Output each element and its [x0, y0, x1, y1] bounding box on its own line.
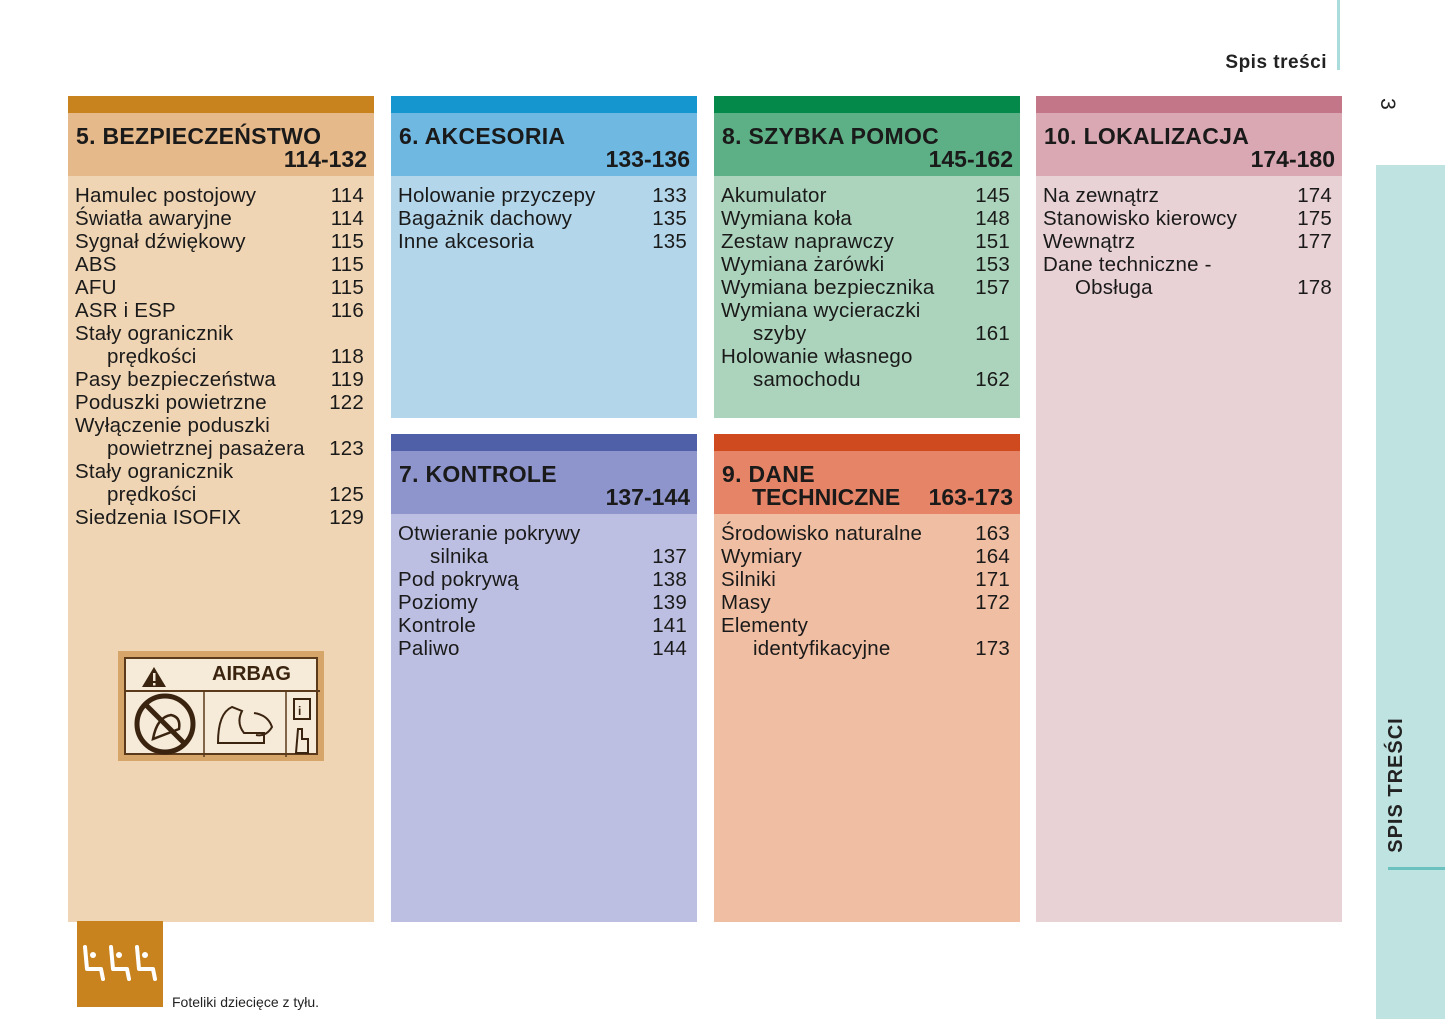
- toc-entry-page: 172: [975, 591, 1010, 614]
- toc-entry[interactable]: [75, 207, 364, 230]
- section-color-bar: [391, 434, 697, 451]
- toc-entry-label: Pod pokrywą: [398, 568, 519, 591]
- toc-entry-label: Pasy bezpieczeństwa: [75, 368, 276, 391]
- toc-entry-label: Masy: [721, 591, 771, 614]
- toc-entry-label: Holowanie przyczepy: [398, 184, 596, 207]
- toc-entry[interactable]: [398, 637, 687, 660]
- toc-entry-page: 114: [330, 207, 364, 230]
- toc-entry-label: Na zewnątrz: [1043, 184, 1160, 207]
- toc-entry[interactable]: [721, 230, 1010, 253]
- toc-entry-label: Siedzenia ISOFIX: [75, 506, 242, 529]
- toc-entry-label: Stanowisko kierowcy: [1043, 207, 1238, 230]
- toc-entry[interactable]: [721, 568, 1010, 591]
- section-szybka-pomoc: [714, 96, 1020, 418]
- toc-entry[interactable]: [721, 522, 1010, 545]
- toc-entry-label: Środowisko naturalne: [721, 522, 923, 545]
- section-page-range: 133-136: [605, 146, 690, 172]
- airbag-label-text: AIRBAG: [212, 663, 291, 685]
- section-page-range: 163-173: [928, 484, 1013, 510]
- toc-entry-label: Hamulec postojowy: [75, 184, 257, 207]
- section-title: 7. KONTROLE: [399, 461, 557, 487]
- section-header[interactable]: [1036, 113, 1342, 176]
- toc-entry-page: 175: [1297, 207, 1332, 230]
- toc-entry-label-continued: powietrznej pasażera: [107, 437, 305, 460]
- section-kontrole: [391, 434, 697, 922]
- toc-entry[interactable]: [75, 253, 364, 276]
- section-body: [1036, 176, 1342, 922]
- section-title: 8. SZYBKA POMOC: [722, 123, 940, 149]
- airbag-warning-label: [118, 651, 324, 761]
- toc-entry-label: Inne akcesoria: [398, 230, 535, 253]
- toc-entry-page: 122: [329, 391, 364, 414]
- toc-entry-page: 115: [330, 253, 364, 276]
- toc-entry[interactable]: [1043, 230, 1332, 253]
- child-seats-caption: Foteliki dziecięce z tyłu.: [172, 994, 320, 1010]
- toc-entry-label: Wymiana koła: [721, 207, 852, 230]
- toc-entry-label: Sygnał dźwiękowy: [75, 230, 246, 253]
- toc-entry-label-continued: silnika: [430, 545, 489, 568]
- toc-entry-label-continued: prędkości: [107, 483, 197, 506]
- toc-entry-label-continued: prędkości: [107, 345, 197, 368]
- toc-entry[interactable]: [75, 391, 364, 414]
- section-header[interactable]: [714, 451, 1020, 514]
- toc-entry[interactable]: [1043, 207, 1332, 230]
- toc-entry-label: Wyłączenie poduszki: [75, 414, 271, 437]
- toc-entry-label: Otwieranie pokrywy: [398, 522, 581, 545]
- toc-entry-label: Wymiana wycieraczki: [721, 299, 921, 322]
- page-number: 3: [1376, 98, 1399, 110]
- toc-entry-label-continued: identyfikacyjne: [753, 637, 891, 660]
- toc-entry-page: 138: [652, 568, 687, 591]
- toc-entry-page: 153: [975, 253, 1010, 276]
- section-header[interactable]: [391, 113, 697, 176]
- toc-entry[interactable]: [721, 184, 1010, 207]
- toc-entry-page: 163: [975, 522, 1010, 545]
- section-page-range: 137-144: [605, 484, 690, 510]
- toc-entry-label: Stały ogranicznik: [75, 322, 234, 345]
- toc-entry[interactable]: [721, 614, 1010, 660]
- toc-entry-page: 157: [975, 276, 1010, 299]
- section-title-line2: TECHNICZNE: [752, 484, 901, 510]
- toc-entry[interactable]: [1043, 184, 1332, 207]
- toc-entry-label: Poduszki powietrzne: [75, 391, 267, 414]
- section-page-range: 174-180: [1250, 146, 1335, 172]
- toc-list: [75, 184, 364, 529]
- section-color-bar: [1036, 96, 1342, 113]
- toc-entry[interactable]: [398, 184, 687, 207]
- toc-entry[interactable]: [75, 322, 364, 368]
- section-color-bar: [714, 96, 1020, 113]
- toc-entry[interactable]: [75, 184, 364, 207]
- section-title: 10. LOKALIZACJA: [1044, 123, 1250, 149]
- toc-entry-page: 115: [330, 230, 364, 253]
- toc-list: [398, 184, 687, 253]
- section-header[interactable]: [391, 451, 697, 514]
- toc-entry-page: 135: [652, 230, 687, 253]
- toc-entry[interactable]: [75, 299, 364, 322]
- toc-entry-label: AFU: [75, 276, 117, 299]
- toc-entry-page: 119: [330, 368, 364, 391]
- toc-entry[interactable]: [721, 345, 1010, 391]
- section-body: [714, 176, 1020, 418]
- toc-entry[interactable]: [721, 545, 1010, 568]
- toc-list: [721, 522, 1010, 660]
- section-lokalizacja: [1036, 96, 1342, 922]
- toc-entry-label: Paliwo: [398, 637, 460, 660]
- toc-entry-label: Światła awaryjne: [75, 207, 233, 230]
- toc-entry[interactable]: [721, 299, 1010, 345]
- toc-entry-label: Wymiary: [721, 545, 802, 568]
- toc-entry-label: ASR i ESP: [75, 299, 176, 322]
- section-header[interactable]: [68, 113, 374, 176]
- toc-entry-page: 161: [975, 322, 1010, 345]
- section-body: [714, 514, 1020, 922]
- toc-entry-label: Wymiana bezpiecznika: [721, 276, 935, 299]
- section-header[interactable]: [714, 113, 1020, 176]
- toc-entry-label: Kontrole: [398, 614, 476, 637]
- side-tab-label: SPIS TREŚCI: [1385, 717, 1407, 853]
- toc-entry-page: 125: [329, 483, 364, 506]
- section-color-bar: [714, 434, 1020, 451]
- section-akcesoria: [391, 96, 697, 418]
- side-tab[interactable]: [1376, 165, 1445, 1019]
- page-title: Spis treści: [1225, 52, 1327, 73]
- section-body: [391, 176, 697, 418]
- section-page-range: 114-132: [283, 146, 367, 172]
- section-body: [391, 514, 697, 922]
- toc-entry-label: Akumulator: [721, 184, 827, 207]
- toc-entry[interactable]: [75, 506, 364, 529]
- toc-list: [398, 522, 687, 660]
- toc-entry[interactable]: [721, 253, 1010, 276]
- header-divider: [1337, 0, 1340, 70]
- toc-entry-page: 115: [330, 276, 364, 299]
- toc-entry-label: Wymiana żarówki: [721, 253, 885, 276]
- toc-entry[interactable]: [75, 414, 364, 460]
- toc-entry-page: 173: [975, 637, 1010, 660]
- toc-list: [1043, 184, 1332, 299]
- section-title: 6. AKCESORIA: [399, 123, 566, 149]
- toc-entry[interactable]: [75, 368, 364, 391]
- toc-entry-page: 123: [329, 437, 364, 460]
- toc-entry[interactable]: [75, 460, 364, 506]
- toc-entry[interactable]: [1043, 253, 1332, 299]
- toc-entry-label: ABS: [75, 253, 117, 276]
- side-tab-marker: [1388, 867, 1445, 870]
- toc-entry-page: 151: [975, 230, 1010, 253]
- toc-entry-page: 118: [330, 345, 364, 368]
- toc-entry-page: 141: [652, 614, 687, 637]
- toc-entry-page: 144: [652, 637, 687, 660]
- section-page-range: 145-162: [928, 146, 1013, 172]
- toc-entry-label: Zestaw naprawczy: [721, 230, 894, 253]
- toc-entry[interactable]: [75, 276, 364, 299]
- toc-entry-page: 164: [975, 545, 1010, 568]
- toc-entry[interactable]: [398, 568, 687, 591]
- toc-entry-label: Stały ogranicznik: [75, 460, 234, 483]
- toc-entry-page: 114: [330, 184, 364, 207]
- svg-text:i: i: [298, 704, 302, 718]
- section-title: 5. BEZPIECZEŃSTWO: [76, 123, 322, 149]
- toc-entry[interactable]: [398, 614, 687, 637]
- toc-entry[interactable]: [398, 230, 687, 253]
- toc-list: [721, 184, 1010, 391]
- toc-entry-page: 116: [330, 299, 364, 322]
- toc-entry[interactable]: [398, 591, 687, 614]
- toc-entry-page: 148: [975, 207, 1010, 230]
- toc-entry-label: Silniki: [721, 568, 776, 591]
- toc-entry-page: 137: [652, 545, 687, 568]
- toc-entry[interactable]: [721, 591, 1010, 614]
- toc-entry-label-continued: Obsługa: [1075, 276, 1153, 299]
- toc-entry-label-continued: szyby: [753, 322, 807, 345]
- section-dane-techniczne: [714, 434, 1020, 922]
- toc-entry-page: 162: [975, 368, 1010, 391]
- toc-entry-page: 145: [975, 184, 1010, 207]
- toc-entry-page: 171: [975, 568, 1010, 591]
- section-bezpieczenstwo: [68, 96, 374, 1010]
- section-color-bar: [68, 96, 374, 113]
- toc-entry-page: 178: [1297, 276, 1332, 299]
- toc-entry-label-continued: samochodu: [753, 368, 861, 391]
- section-color-bar: [391, 96, 697, 113]
- toc-entry[interactable]: [721, 207, 1010, 230]
- toc-entry-page: 174: [1297, 184, 1332, 207]
- toc-entry-page: 139: [652, 591, 687, 614]
- toc-entry-label: Wewnątrz: [1043, 230, 1136, 253]
- toc-entry-label: Holowanie własnego: [721, 345, 913, 368]
- section-body: [68, 176, 374, 1010]
- toc-entry-page: 129: [329, 506, 364, 529]
- toc-entry-page: 133: [652, 184, 687, 207]
- toc-entry-label: Dane techniczne -: [1043, 253, 1212, 276]
- toc-entry-page: 135: [652, 207, 687, 230]
- child-seats-icon: [77, 921, 163, 1007]
- toc-entry-label: Elementy: [721, 614, 809, 637]
- toc-entry[interactable]: [721, 276, 1010, 299]
- toc-entry[interactable]: [398, 207, 687, 230]
- toc-entry-label: Poziomy: [398, 591, 479, 614]
- toc-entry[interactable]: [398, 522, 687, 568]
- toc-entry[interactable]: [75, 230, 364, 253]
- section-title: 9. DANE: [722, 461, 815, 487]
- toc-entry-page: 177: [1297, 230, 1332, 253]
- toc-entry-label: Bagażnik dachowy: [398, 207, 573, 230]
